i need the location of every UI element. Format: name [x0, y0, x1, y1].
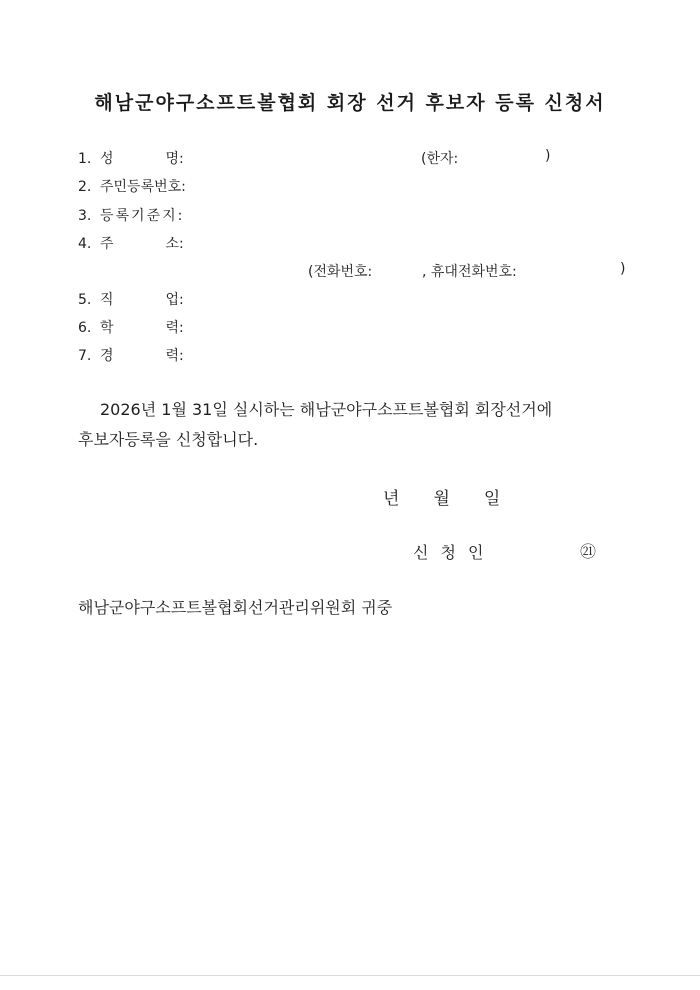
field-registration-base [78, 205, 184, 225]
field-label-part: 주 [100, 236, 114, 252]
field-label-part: 학 [100, 320, 114, 336]
statement-line-2: 후보자등록을 신청합니다. [78, 430, 259, 449]
field-label: 등록기준지: [100, 208, 185, 224]
field-number: 3. [78, 208, 92, 224]
applicant-line [413, 540, 483, 563]
phone-close: ) [620, 261, 626, 277]
field-label-part: 성 [100, 151, 114, 167]
field-label-part: 력: [165, 320, 184, 336]
field-number: 7. [78, 348, 92, 364]
field-label-part: 업: [165, 292, 184, 308]
field-label: 주민등록번호: [100, 179, 186, 195]
date-line [383, 484, 500, 509]
field-label-part: 직 [100, 292, 114, 308]
form-title: 해남군야구소프트볼협회 회장 선거 후보자 등록 신청서 [94, 92, 606, 114]
date-year: 년 [383, 489, 400, 509]
field-resident-id [78, 176, 186, 196]
field-education [78, 317, 184, 337]
field-number: 4. [78, 236, 92, 252]
field-label-part: 경 [100, 348, 114, 364]
field-number: 6. [78, 320, 92, 336]
field-label-part: 소: [165, 236, 184, 252]
field-career [78, 345, 184, 365]
field-job [78, 289, 184, 309]
seal-mark: ㉑ [580, 542, 597, 561]
applicant-char: 신 [413, 543, 429, 562]
date-day: 일 [483, 489, 501, 509]
page-bottom-edge [0, 975, 700, 976]
field-number: 5. [78, 292, 92, 308]
field-label-part: 력: [165, 348, 184, 364]
date-month: 월 [433, 489, 450, 509]
statement-line-1: 2026년 1월 31일 실시하는 해남군야구소프트볼협회 회장선거에 [100, 400, 553, 419]
field-name [78, 148, 184, 168]
applicant-char: 인 [467, 543, 484, 562]
phone-label: (전화번호: [308, 264, 373, 280]
field-number: 1. [78, 151, 92, 167]
field-label-part: 명: [165, 151, 184, 167]
mobile-label: , 휴대전화번호: [422, 264, 517, 280]
applicant-char: 청 [440, 543, 456, 562]
field-number: 2. [78, 179, 92, 195]
hanja-label: (한자: [421, 151, 459, 167]
field-address [78, 233, 184, 253]
addressee: 해남군야구소프트볼협회선거관리위원회 귀중 [78, 598, 393, 617]
hanja-close: ) [545, 148, 551, 164]
